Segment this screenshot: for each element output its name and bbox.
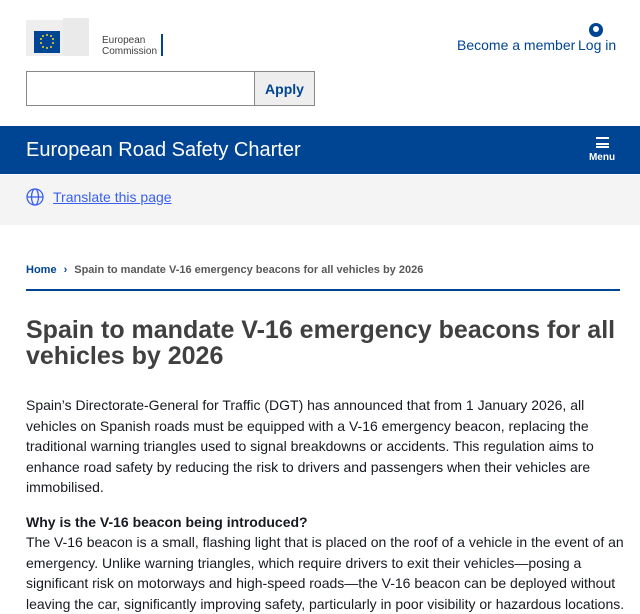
logo-text xyxy=(102,35,157,57)
user-icon[interactable] xyxy=(589,23,603,37)
divider xyxy=(26,289,620,291)
translate-link[interactable]: Translate this page xyxy=(53,189,172,205)
logo-line-2: Commission xyxy=(102,46,158,57)
site-title[interactable]: European Road Safety Charter xyxy=(26,139,301,161)
hamburger-icon xyxy=(596,137,609,148)
login-link[interactable]: Log in xyxy=(578,37,617,53)
menu-button[interactable] xyxy=(588,137,616,163)
menu-label: Menu xyxy=(588,152,616,163)
search-input[interactable] xyxy=(26,71,255,106)
intro-paragraph: Spain’s Directorate-General for Traffic (DGT) has announced that from 1 January 2026, all vehicles on Spanish roads must be equipped with a V-16 emergency beacon, replacing the traditional warning triangles used to signal breakdowns or accidents. This regulation aims to enhance road safety by reducing the risk to drivers and passengers when their vehicles are immobilised. xyxy=(26,397,594,496)
section-paragraph: The V-16 beacon is a small, flashing light that is placed on the roof of a vehicle in the event of an emergency. Unlike warning triangles, which require drivers to exit their vehicles—posing a significant risk on motorways and high-speed roads—the V-16 beacon can be deployed without leaving the car, significantly improving safety, particularly in poor visibility or hazardous locations. xyxy=(26,533,625,612)
logo-divider xyxy=(161,34,163,56)
globe-icon xyxy=(26,188,44,206)
chevron-right-icon: › xyxy=(63,264,68,276)
apply-button[interactable]: Apply xyxy=(254,71,315,106)
eu-flag-icon xyxy=(21,18,101,58)
section-heading: Why is the V-16 beacon being introduced? xyxy=(26,513,308,530)
breadcrumb xyxy=(26,264,423,276)
breadcrumb-home[interactable]: Home xyxy=(26,264,57,276)
breadcrumb-current: Spain to mandate V-16 emergency beacons for all vehicles by 2026 xyxy=(74,264,424,276)
become-member-link[interactable]: Become a member xyxy=(457,37,576,53)
logo-line-1: European xyxy=(102,35,146,46)
article-body xyxy=(26,395,626,614)
page-title: Spain to mandate V-16 emergency beacons for all vehicles by 2026 xyxy=(26,316,616,370)
